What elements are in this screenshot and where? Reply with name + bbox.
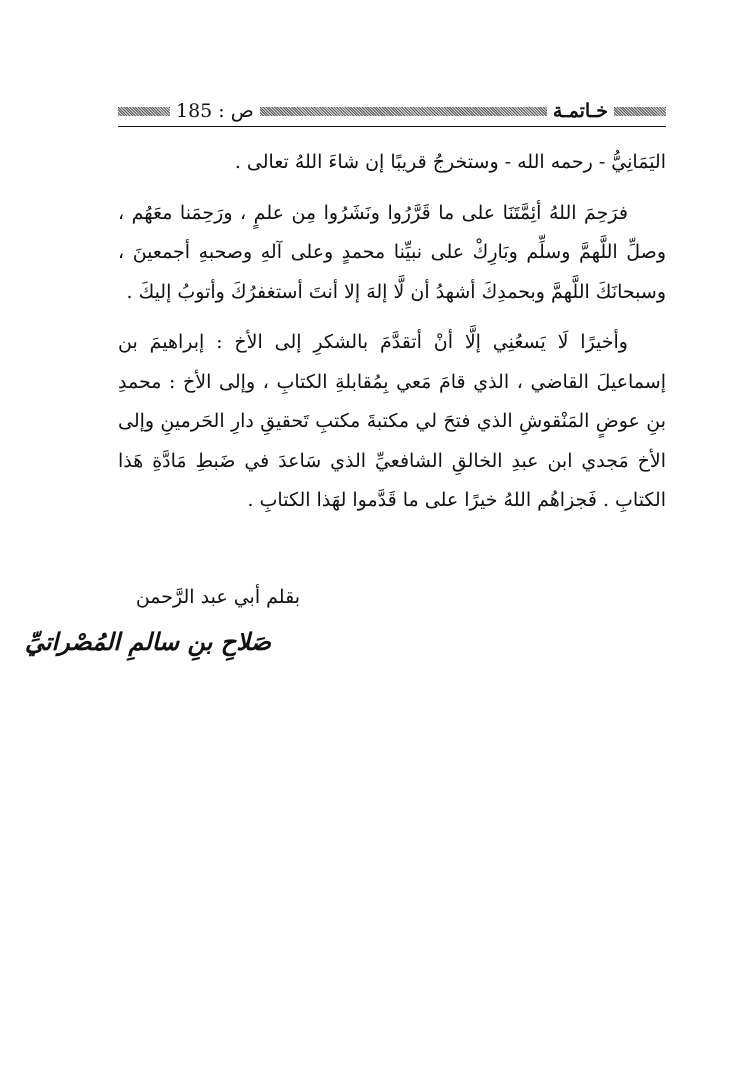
header-page-number: ص : 185	[176, 99, 254, 122]
running-header	[118, 96, 666, 126]
paragraph-prayer: فرَحِمَ اللهُ أئِمَّتَنَا على ما قَرَّرُوا ونَشَرُوا مِن علمٍ ، ورَحِمَنا معَهُم ، وصلِّ اللَّهمَّ وسلِّم وبَارِكْ على نبيِّنا محمدٍ وعلى آلهِ وصحبهِ أجمعينَ ، وسبحانَكَ اللَّهمَّ وبحمدِكَ أشهدُ أن لَّا إلهَ إلا أنتَ أستغفرُكَ وأتوبُ إليكَ .	[118, 201, 666, 303]
header-ornament-right	[614, 107, 666, 116]
header-ornament-middle	[260, 107, 547, 116]
header-ornament-left	[118, 107, 170, 116]
paragraph-acknowledgements: وأخيرًا لَا يَسعُنِي إلَّا أنْ أتقدَّمَ بالشكرِ إلى الأخ : إبراهيمَ بن إسماعيلَ القاضي ، الذي قامَ مَعي بِمُقابلةِ الكتابِ ، وإلى الأخ : محمدِ بنِ عوضٍ المَنْقوشِ الذي فتحَ لي مكتبةَ مكتبِ تَحقيقِ دارِ الحَرمينِ وإلى الأخ مَجدي ابن عبدِ الخالقِ الشافعيِّ الذي سَاعدَ في ضَبطِ مَادَّةِ هَذا الكتابِ . فَجزاهُم اللهُ خيرًا على ما قَدَّموا لهَذا الكتابِ .	[118, 331, 666, 511]
signature-name: صَلاحِ بنِ سالمِ المُصْراتيِّ	[24, 627, 271, 656]
header-rule	[118, 126, 666, 127]
paragraph-continuation: اليَمَانِيُّ - رحمه الله - وستخرجُ قريبًا إن شاءَ اللهُ تعالى .	[234, 151, 666, 173]
signature-label: بقلم أبي عبد الرَّحمن	[135, 586, 300, 608]
body-text	[118, 143, 666, 521]
header-title: خـاتمـة	[552, 99, 608, 122]
